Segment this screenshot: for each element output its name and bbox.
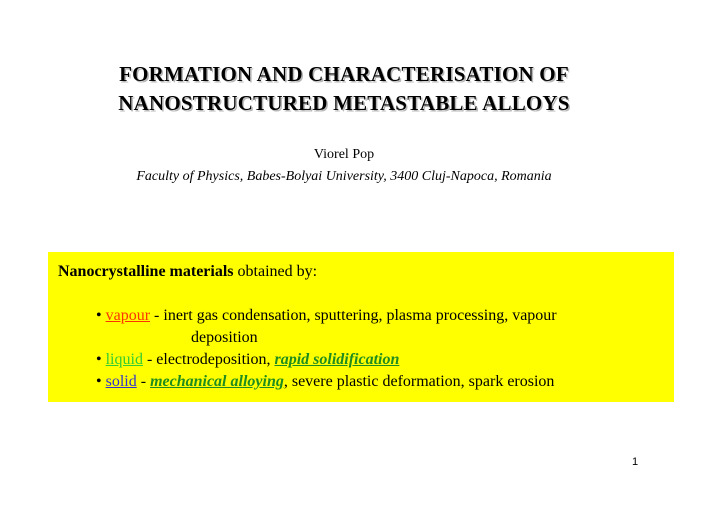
bullet-marker: • bbox=[96, 307, 102, 324]
liquid-methods: - electrodeposition, bbox=[142, 351, 275, 368]
keyword-vapour[interactable]: vapour bbox=[105, 307, 151, 324]
keyword-solid[interactable]: solid bbox=[105, 373, 137, 390]
method-list bbox=[58, 305, 674, 393]
slide-title bbox=[0, 60, 688, 118]
list-item-liquid bbox=[58, 349, 674, 371]
author-name: Viorel Pop bbox=[313, 147, 375, 162]
bullet-marker: • bbox=[96, 351, 102, 368]
box-heading-bold: Nanocrystalline materials bbox=[58, 263, 234, 280]
bullet-marker: • bbox=[96, 373, 102, 390]
highlight-box bbox=[48, 252, 674, 402]
list-item-vapour bbox=[58, 305, 674, 349]
keyword-liquid[interactable]: liquid bbox=[105, 351, 143, 368]
title-line-2: NANOSTRUCTURED METASTABLE ALLOYS bbox=[118, 91, 570, 115]
emphasis-rapid-solidification[interactable]: rapid solidification bbox=[274, 351, 400, 368]
solid-methods: , severe plastic deformation, spark erosion bbox=[283, 373, 555, 390]
vapour-methods-continuation: deposition bbox=[191, 329, 258, 346]
solid-dash: - bbox=[136, 373, 151, 390]
emphasis-mechanical-alloying[interactable]: mechanical alloying bbox=[150, 373, 284, 390]
list-item-solid bbox=[58, 371, 674, 393]
author-affiliation: Faculty of Physics, Babes-Bolyai University, 3400 Cluj-Napoca, Romania bbox=[136, 169, 552, 184]
vapour-methods: - inert gas condensation, sputtering, plasma processing, vapour bbox=[150, 307, 557, 324]
title-line-1: FORMATION AND CHARACTERISATION OF bbox=[119, 62, 569, 86]
box-heading-rest: obtained by: bbox=[233, 263, 318, 280]
box-heading bbox=[58, 261, 674, 283]
page-number: 1 bbox=[632, 456, 639, 468]
